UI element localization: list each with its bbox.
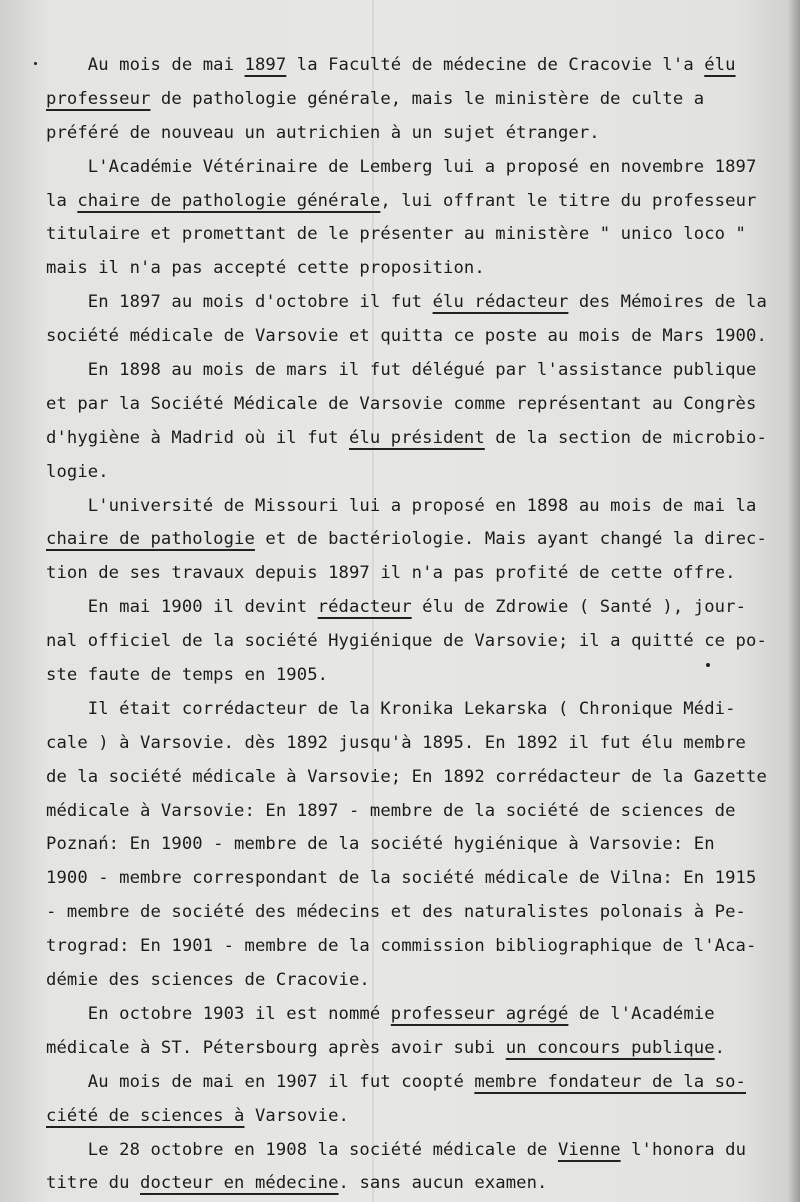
text-segment: logie. [46,461,109,482]
underlined-phrase: chaire de pathologie [46,529,255,550]
text-line [46,862,786,896]
text-segment: titulaire et promettant de le présenter au ministère " unico loco " [46,224,746,245]
text-line [46,795,786,829]
text-segment: . sans aucun examen. [338,1173,548,1194]
underlined-phrase: rédacteur [317,597,412,618]
text-line [46,998,786,1032]
text-segment: démie des sciences de Cracovie. [46,970,370,991]
text-segment: Poznań: En 1900 - membre de la société hygiénique à Varsovie: En [46,834,715,855]
underlined-phrase: Vienne [557,1139,621,1160]
underlined-phrase: élu [704,55,736,75]
text-line [46,896,786,930]
text-segment: ste faute de temps en 1905. [46,665,329,686]
text-segment: de pathologie générale, mais le ministère de culte a [150,88,705,109]
text-line [46,151,786,185]
text-segment: de la section de microbio- [484,427,767,448]
text-line [46,625,786,659]
underlined-phrase: chaire de pathologie générale [77,190,381,211]
text-segment: de la société médicale à Varsovie; En 1892 corrédacteur de la Gazette [46,766,767,787]
text-line [46,761,786,795]
text-segment: l'honora du [620,1139,747,1160]
text-segment: des Mémoires de la [568,292,767,313]
text-segment: En 1897 au mois d'octobre il fut [46,292,433,313]
text-segment: En mai 1900 il devint [46,597,318,618]
text-line [46,659,786,693]
text-line [46,1167,786,1201]
text-line [46,388,786,422]
underlined-phrase: élu président [349,427,485,448]
text-segment: Au mois de mai en 1907 il fut coopté [46,1071,475,1092]
text-line [46,83,786,117]
text-segment: société médicale de Varsovie et quitta ce poste au mois de Mars 1900. [46,326,767,347]
text-segment: la Faculté de médecine de Cracovie l'a [286,55,705,75]
text-line [46,930,786,964]
text-segment: En octobre 1903 il est nommé [46,1003,391,1024]
text-segment: trograd: En 1901 - membre de la commission bibliographique de l'Aca- [46,936,757,957]
text-segment: tion de ses travaux depuis 1897 il n'a pas profité de cette offre. [46,563,736,584]
text-segment: 1900 - membre correspondant de la société médicale de Vilna: En 1915 [46,868,757,889]
text-line [46,591,786,625]
underlined-phrase: 1897 [244,55,287,75]
text-segment: médicale à Varsovie: En 1897 - membre de la société de sciences de [46,800,736,821]
text-line [46,49,786,83]
text-segment: Varsovie. [244,1105,349,1126]
text-line [46,1134,786,1168]
underlined-phrase: un concours publique [505,1037,715,1058]
text-segment: et par la Société Médicale de Varsovie comme représentant au Congrès [46,393,757,414]
text-line [46,422,786,456]
text-segment: Il était corrédacteur de la Kronika Lekarska ( Chronique Médi- [46,698,736,719]
text-line [46,523,786,557]
text-segment: L'université de Missouri lui a proposé en 1898 au mois de mai la [46,495,757,516]
underlined-phrase: élu rédacteur [432,292,569,313]
underlined-phrase: ciété de sciences à [46,1105,245,1126]
text-segment: de l'Académie [568,1003,715,1024]
text-line [46,286,786,320]
text-line [46,828,786,862]
text-line [46,354,786,388]
text-line [46,964,786,998]
text-line [46,320,786,354]
text-line [46,490,786,524]
text-segment: élu de Zdrowie ( Santé ), jour- [411,597,747,618]
underlined-phrase: membre fondateur de la so- [474,1071,747,1092]
text-line [46,1100,786,1134]
underlined-phrase: professeur agrégé [390,1003,569,1024]
text-line [46,117,786,151]
text-segment: nal officiel de la société Hygiénique de Varsovie; il a quitté ce po- [46,631,767,652]
text-line [46,693,786,727]
text-line [46,1066,786,1100]
text-segment: - membre de société des médecins et des naturalistes polonais à Pe- [46,902,746,923]
text-segment: mais il n'a pas accepté cette proposition. [46,258,485,279]
text-line [46,557,786,591]
ink-speck [34,62,37,65]
text-segment: et de bactériologie. Mais ayant changé la direc- [254,529,767,550]
text-segment: . [714,1037,726,1058]
underlined-phrase: docteur en médecine [140,1173,339,1194]
document-body [46,49,786,1201]
text-line [46,185,786,219]
text-line [46,1032,786,1066]
text-segment: préféré de nouveau un autrichien à un sujet étranger. [46,122,600,143]
text-segment: médicale à ST. Pétersbourg après avoir subi [46,1037,506,1058]
text-line [46,727,786,761]
text-segment: En 1898 au mois de mars il fut délégué par l'assistance publique [46,360,757,381]
text-line [46,218,786,252]
underlined-phrase: professeur [46,88,151,109]
text-segment: L'Académie Vétérinaire de Lemberg lui a proposé en novembre 1897 [46,156,757,177]
text-line [46,252,786,286]
page-edge-shadow [788,0,800,1202]
text-segment: cale ) à Varsovie. dès 1892 jusqu'à 1895. En 1892 il fut élu membre [46,732,746,753]
text-segment: d'hygiène à Madrid où il fut [46,427,349,448]
text-segment: titre du [46,1173,141,1194]
text-segment: , lui offrant le titre du professeur [380,190,757,211]
text-segment: la [46,190,78,211]
text-line [46,456,786,490]
text-segment: Le 28 octobre en 1908 la société médicale de [46,1139,558,1160]
text-segment: Au mois de mai [46,55,245,75]
